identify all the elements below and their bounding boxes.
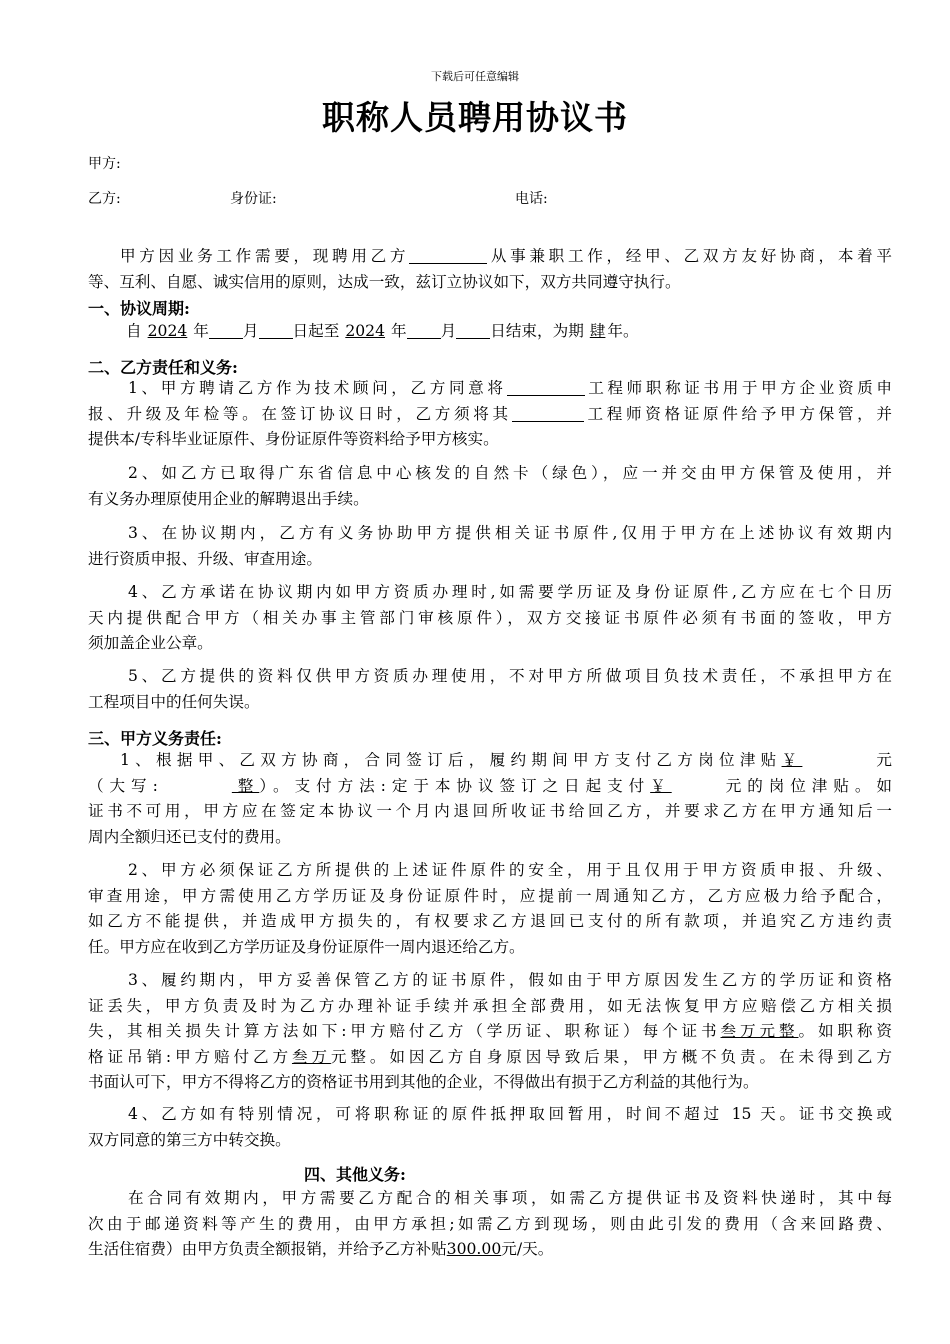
line: 须加盖企业公章。: [88, 634, 213, 652]
line: 进行资质申报、升级、审查用途。: [88, 549, 322, 568]
line: 双方同意的第三方中转交换。: [88, 1130, 291, 1149]
intro-line-1: 甲方因业务工作需要，现聘用乙方 从事兼职工作，经甲、乙双方友好协商，本着平: [120, 247, 892, 265]
line: 周内全额归还已支付的费用。: [88, 827, 291, 846]
party-b-label: 乙方:: [88, 191, 121, 207]
allowance-uppercase-field: 整: [231, 776, 260, 795]
line: 证丢失，甲方负责及时为乙方办理补证手续并承担全部费用，如无法恢复甲方应赔偿乙方相关损: [88, 996, 892, 1015]
section-2-item-4: [88, 580, 892, 657]
period-line: 自 2024 年 月 日起至 2024 年 月 日结束，为期 肆 年。: [126, 322, 639, 340]
compensation-amount-1: 叁万元整: [720, 1022, 799, 1040]
document-title: 职称人员聘用协议书: [322, 98, 628, 137]
line: 任。甲方应在收到乙方学历证及身份证原件一周内退还给乙方。: [88, 937, 525, 956]
end-year: 2024: [345, 322, 385, 340]
line: 3、履约期内，甲方妥善保管乙方的证书原件，假如由于甲方原因发生乙方的学历证和资格: [128, 971, 892, 989]
section-3-heading: 三、甲方义务责任:: [88, 729, 222, 748]
section-3-item-2: [88, 858, 892, 960]
section-3-item-3: [88, 968, 892, 1096]
line: 提供本/专科毕业证原件、身份证原件等资料给予甲方核实。: [88, 430, 499, 448]
line: 格证吊销:甲方赔付乙方叁万元整。如因乙方自身原因导致后果，甲方概不负责。在未得到乙方: [88, 1047, 892, 1066]
line: 2、甲方必须保证乙方所提供的上述证件原件的安全，用于且仅用于甲方资质申报、升级、: [128, 861, 892, 879]
section-2-item-2: [88, 461, 892, 512]
blank-field: [259, 320, 293, 339]
blank-field: [209, 320, 243, 339]
section-4-body: [88, 1186, 892, 1263]
header-note: 下载后可任意编辑: [431, 70, 519, 83]
section-2-heading: 二、乙方责任和义务:: [88, 358, 238, 377]
line: 5、乙方提供的资料仅供甲方资质办理使用，不对甲方所做项目负技术责任，不承担甲方在: [128, 667, 892, 685]
blank-field: [409, 245, 487, 264]
start-year: 2024: [147, 322, 188, 340]
section-3-item-4: [88, 1102, 892, 1153]
section-2-item-3: [88, 521, 892, 572]
blank-field: [512, 403, 584, 422]
line: 4、乙方如有特别情况，可将职称证的原件抵押取回暂用，时间不超过 15 天。证书交换或: [128, 1105, 892, 1123]
line: 4、乙方承诺在协议期内如甲方资质办理时,如需要学历证及身份证原件,乙方应在七个日历: [128, 583, 892, 601]
party-a-label: 甲方:: [88, 156, 121, 172]
section-2-item-5: [88, 664, 892, 715]
intro-line-2: 等、互利、自愿、诚实信用的原则，达成一致，兹订立协议如下，双方共同遵守执行。: [88, 272, 681, 291]
line: 书面认可下，甲方不得将乙方的资格证书用到其他的企业，不得做出有损于乙方利益的其他行为。: [88, 1073, 759, 1091]
line: 1、根据甲、乙双方协商，合同签订后，履约期间甲方支付乙方岗位津贴￥ 元: [120, 751, 892, 769]
intro-paragraph: [88, 244, 892, 295]
line: 3、在协议期内，乙方有义务协助甲方提供相关证书原件,仅用于甲方在上述协议有效期内: [128, 524, 892, 542]
id-card-label: 身份证:: [230, 191, 277, 207]
blank-field: [507, 377, 585, 396]
line: 2、如乙方已取得广东省信息中心核发的自然卡（绿色），应一并交由甲方保管及使用，并: [128, 464, 892, 482]
blank-field: [456, 320, 490, 339]
blank-field: [407, 320, 441, 339]
line: 1、甲方聘请乙方作为技术顾问，乙方同意将 工程师职称证书用于甲方企业资质申: [128, 379, 892, 397]
daily-subsidy-amount: 300.00: [446, 1240, 502, 1258]
line: 次由于邮递资料等产生的费用，由甲方承担;如需乙方到现场，则由此引发的费用（含来回路费、: [88, 1214, 892, 1233]
compensation-amount-2: 叁万: [291, 1047, 331, 1066]
section-1-heading: 一、协议周期:: [88, 299, 190, 318]
monthly-allowance-field: ￥: [650, 776, 672, 795]
section-1-body: [88, 319, 892, 345]
line: 报、升级及年检等。在签订协议日时，乙方须将其 工程师资格证原件给予甲方保管，并: [88, 404, 892, 423]
period-years: 肆: [589, 322, 606, 340]
line: 天内提供配合甲方（相关办事主管部门审核原件），双方交接证书原件必须有书面的签收，甲方: [88, 608, 892, 627]
line: 审查用途，甲方需使用乙方学历证及身份证原件时，应提前一周通知乙方，乙方应极力给予配合，: [88, 886, 892, 905]
line: （大写: 整）。支付方法:定于本协议签订之日起支付￥ 元的岗位津贴。如: [88, 776, 892, 795]
allowance-amount-field: ￥: [781, 751, 803, 769]
line: 生活住宿费）由甲方负责全额报销，并给予乙方补贴300.00元/天。: [88, 1240, 554, 1258]
line: 在合同有效期内，甲方需要乙方配合的相关事项，如需乙方提供证书及资料快递时，其中每: [128, 1189, 892, 1207]
section-4-heading: 四、其他义务:: [304, 1165, 406, 1184]
line: 失，其相关损失计算方法如下:甲方赔付乙方（学历证、职称证）每个证书叁万元整。如职称资: [88, 1022, 892, 1040]
line: 工程项目中的任何失误。: [88, 692, 260, 711]
line: 证书不可用，甲方应在签定本协议一个月内退回所收证书给回乙方，并要求乙方在甲方通知后一: [88, 802, 892, 820]
section-2-item-1: [88, 376, 892, 453]
section-3-item-1: [88, 748, 892, 850]
phone-label: 电话:: [515, 191, 548, 207]
line: 有义务办理原使用企业的解聘退出手续。: [88, 489, 369, 508]
line: 如乙方不能提供，并造成甲方损失的，有权要求乙方退回已支付的所有款项，并追究乙方违约责: [88, 912, 892, 930]
